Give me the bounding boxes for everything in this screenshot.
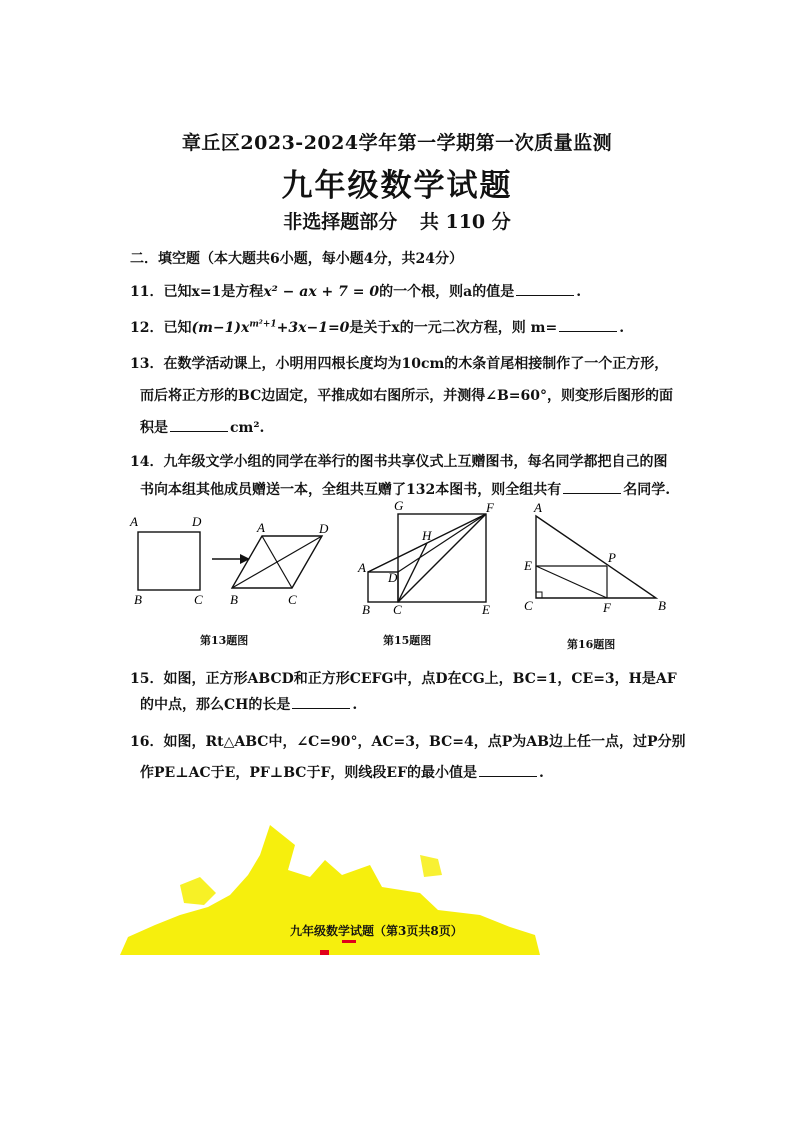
fig13-label-b: B <box>134 592 142 607</box>
fig16-line-ef <box>536 566 607 598</box>
q11-answer-blank <box>516 281 574 296</box>
red-mark <box>320 950 329 955</box>
q15-text-1: 如图，正方形ABCD和正方形CEFG中，点D在CG上，BC=1，CE=3，H是AF <box>163 671 677 687</box>
question-16-line2 <box>140 762 544 782</box>
q13-text-1: 在数学活动课上，小明用四根长度均为10cm的木条首尾相接制作了一个正方形， <box>163 356 669 372</box>
q14-text-1: 九年级文学小组的同学在举行的图书共享仪式上互赠图书，每名同学都把自己的图 <box>163 454 668 470</box>
q13-answer-blank <box>170 417 228 432</box>
q13-post: cm². <box>230 420 265 436</box>
fig13-diagonal-2 <box>232 536 322 588</box>
q11-end: . <box>576 284 582 300</box>
q12-number: 12． <box>130 320 164 336</box>
q16-answer-blank <box>479 762 537 777</box>
caption-fig15: 第15题图 <box>383 634 432 647</box>
q12-pre: 已知 <box>163 320 192 336</box>
question-12 <box>130 317 624 337</box>
question-13-line3 <box>140 417 264 437</box>
q12-eq-exponent: m²+1 <box>249 319 277 330</box>
fig16-right-angle <box>536 592 542 598</box>
section2-heading: 二．填空题（本大题共6小题，每小题4分，共24分） <box>130 251 463 267</box>
q16-pre: 作PE⊥AC于E，PF⊥BC于F，则线段EF的最小值是 <box>140 765 478 781</box>
exam-header-line: 章丘区2023-2024学年第一学期第一次质量监测 <box>181 132 613 154</box>
section-subtitle <box>0 207 794 234</box>
page-footer: 九年级数学试题（第3页共8页） <box>290 924 463 938</box>
q14-pre: 书向本组其他成员赠送一本，全组共互赠了132本图书，则全组共有 <box>140 482 562 498</box>
fig13b-label-c: C <box>288 592 297 607</box>
caption-fig16: 第16题图 <box>567 638 616 651</box>
fig15-line-ch <box>398 543 427 602</box>
question-14-line1 <box>130 451 667 471</box>
fig16-label-p: P <box>608 550 616 565</box>
q15-post: . <box>352 697 358 713</box>
fig13b-label-b: B <box>230 592 238 607</box>
q12-eq-rest: +3x−1=0 <box>276 320 350 336</box>
q15-number: 15． <box>130 671 164 687</box>
fig16-label-b: B <box>658 598 666 613</box>
fig15-label-d: D <box>388 570 398 585</box>
fig15-label-g: G <box>394 500 404 513</box>
q11-post: 的一个根，则a的值是 <box>379 284 515 300</box>
fig15-line-df <box>398 514 486 572</box>
fig13-label-c: C <box>194 592 203 607</box>
fig13b-label-d: D <box>319 521 329 536</box>
question-15-line2 <box>140 694 357 714</box>
q13-pre: 积是 <box>140 420 168 436</box>
q15-pre: 的中点，那么CH的长是 <box>140 697 291 713</box>
question-15-line1 <box>130 668 677 688</box>
q11-equation: x² − ax + 7 = 0 <box>263 284 380 300</box>
q12-eq-base: (m−1)x <box>191 320 250 336</box>
q16-post: . <box>539 765 544 781</box>
fig16-label-c: C <box>524 598 533 613</box>
question-14-line2 <box>140 479 670 499</box>
q13-text-2: 而后将正方形的BC边固定，平推成如右图所示，并测得∠B=60°，则变形后图形的面 <box>140 388 674 404</box>
q14-post: 名同学. <box>623 482 671 498</box>
fig15-line-cf <box>398 514 486 602</box>
fig16-triangle <box>536 516 656 598</box>
fig15-label-c: C <box>393 602 402 617</box>
question-13-line1 <box>130 353 668 373</box>
q11-pre: 已知x=1是方程 <box>163 284 264 300</box>
fig15-label-f: F <box>486 500 494 515</box>
q12-end: . <box>619 320 625 336</box>
fig15-label-h: H <box>422 528 432 543</box>
q14-answer-blank <box>563 479 621 494</box>
fig13-label-a: A <box>130 514 138 529</box>
q11-number: 11． <box>130 284 164 300</box>
fig15-label-b: B <box>362 602 370 617</box>
question-16-line1 <box>130 731 685 751</box>
fig16-label-e: E <box>524 558 532 573</box>
q13-number: 13． <box>130 356 164 372</box>
fig13-label-d: D <box>192 514 202 529</box>
section-score: 共 110 分 <box>419 211 511 233</box>
fig16-label-a: A <box>534 500 542 515</box>
caption-fig13: 第13题图 <box>200 634 249 647</box>
fig16-label-f: F <box>603 600 611 615</box>
red-mark-2 <box>342 940 356 943</box>
q14-number: 14． <box>130 454 164 470</box>
section-part: 非选择题部分 <box>283 211 398 233</box>
fig15-label-a: A <box>358 560 366 575</box>
fig13-square <box>138 532 200 590</box>
q12-post: 是关于x的一元二次方程，则 m= <box>349 320 558 336</box>
fig15-label-e: E <box>482 602 490 617</box>
fig13b-label-a: A <box>257 520 265 535</box>
q16-number: 16． <box>130 734 164 750</box>
q12-answer-blank <box>559 317 617 332</box>
q16-text-1: 如图，Rt△ABC中，∠C=90°，AC=3，BC=4，点P为AB边上任一点，过P分别 <box>163 734 686 750</box>
exam-title: 九年级数学试题 <box>281 168 513 204</box>
question-11 <box>130 281 581 301</box>
q15-answer-blank <box>292 694 350 709</box>
